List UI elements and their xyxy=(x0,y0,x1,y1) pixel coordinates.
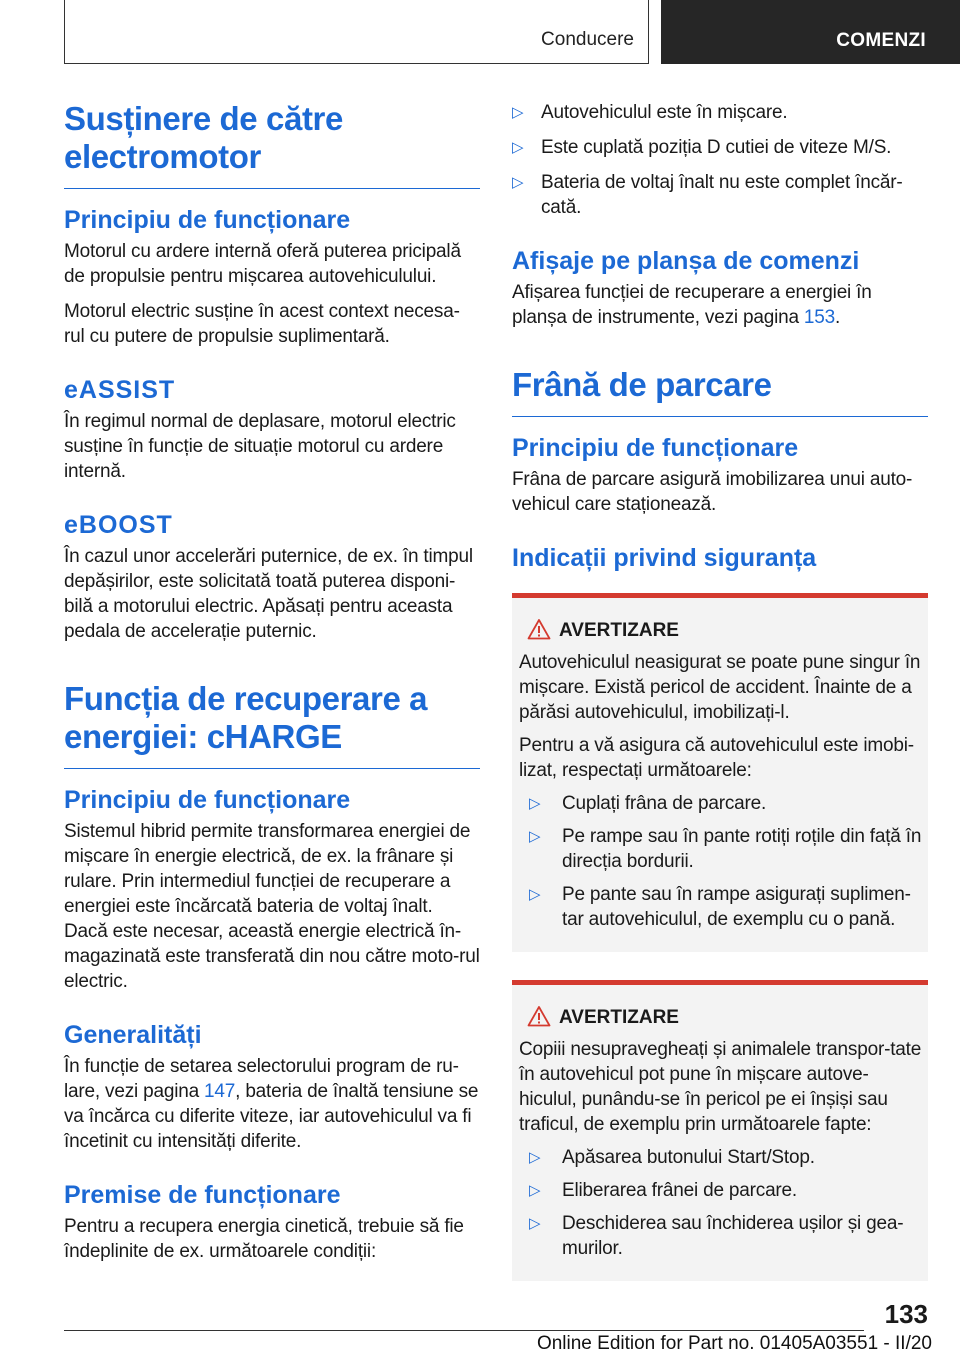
conditions-list xyxy=(512,100,928,220)
left-column xyxy=(64,100,480,1274)
paragraph: Pentru a recupera energia cinetică, trebuie să fie îndeplinite de ex. următoarele condiții: xyxy=(64,1216,464,1262)
header-section-box xyxy=(64,0,649,64)
page-link[interactable]: 147 xyxy=(204,1081,236,1102)
right-column xyxy=(512,100,928,1293)
warning-list xyxy=(519,791,922,932)
section-title: Conducere xyxy=(541,29,634,50)
subheading-prerequisites: Premise de funcționare xyxy=(64,1181,341,1209)
list-item: ▷ Pe rampe sau în pante rotiți roțile din față în direcția bordurii. xyxy=(529,826,922,872)
list-item: ▷ Este cuplată poziția D cutiei de viteze M/S. xyxy=(512,137,892,158)
paragraph: Motorul cu ardere internă oferă puterea pricipală de propulsie pentru mișcarea autovehiculului. xyxy=(64,241,461,287)
warning-paragraph: Copiii nesupravegheați și animalele transpor-tate în autovehicul pot pune în mișcare autove-hiculul, punându-se în pericol pe ei înșiși sau traficul, de exemplu prin următoarele fapte: xyxy=(519,1039,922,1135)
triangle-right-icon: ▷ xyxy=(512,174,524,191)
subheading-safety: Indicații privind siguranța xyxy=(512,544,817,572)
warning-title: AVERTIZARE xyxy=(519,1005,922,1031)
paragraph: Motorul electric susține în acest context necesa-rul cu putere de propulsie suplimentară. xyxy=(64,301,460,347)
list-item: ▷ Pe pante sau în rampe asigurați suplimen-tar autovehiculul, de exemplu cu o pană. xyxy=(529,884,911,930)
heading-energy-recovery: Funcția de recuperare a energiei: cHARGE xyxy=(64,680,428,755)
subheading-eassist: eASSIST xyxy=(64,376,176,404)
triangle-right-icon: ▷ xyxy=(529,795,541,812)
chapter-title: COMENZI xyxy=(836,30,926,51)
warning-list xyxy=(519,1145,922,1261)
warning-title: AVERTIZARE xyxy=(519,618,922,644)
subheading-principle: Principiu de funcționare xyxy=(64,206,351,234)
subheading-general: Generalități xyxy=(64,1021,202,1049)
triangle-right-icon: ▷ xyxy=(529,1215,541,1232)
triangle-right-icon: ▷ xyxy=(512,139,524,156)
heading-rule xyxy=(512,416,928,417)
warning-box xyxy=(512,593,928,952)
heading-parking-brake: Frână de parcare xyxy=(512,366,772,403)
list-item: ▷ Bateria de voltaj înalt nu este complet încăr-cată. xyxy=(512,172,903,218)
list-item: ▷ Autovehiculul este în mișcare. xyxy=(512,102,788,123)
warning-box xyxy=(512,980,928,1281)
warning-paragraph: Autovehiculul neasigurat se poate pune singur în mișcare. Există pericol de accident. Înainte de a părăsi autovehiculul, imobilizați-l. xyxy=(519,652,921,723)
page-number: 133 xyxy=(884,1299,928,1329)
warning-triangle-icon xyxy=(527,618,551,640)
list-item: ▷ Deschiderea sau închiderea ușilor și gea-murilor. xyxy=(529,1213,904,1259)
triangle-right-icon: ▷ xyxy=(529,886,541,903)
subheading-principle: Principiu de funcționare xyxy=(512,434,799,462)
page-link[interactable]: 153 xyxy=(803,307,836,328)
triangle-right-icon: ▷ xyxy=(512,104,524,121)
subheading-principle: Principiu de funcționare xyxy=(64,786,351,814)
warning-triangle-icon xyxy=(527,1005,551,1027)
heading-rule xyxy=(64,768,480,769)
subheading-eboost: eBOOST xyxy=(64,511,173,539)
triangle-right-icon: ▷ xyxy=(529,828,541,845)
footer-edition: Online Edition for Part no. 01405A03551 - II/20 xyxy=(536,1333,932,1354)
list-item: ▷ Apăsarea butonului Start/Stop. xyxy=(529,1147,815,1168)
header-chapter-box xyxy=(661,0,960,64)
heading-electromotor-support: Susținere de către electromotor xyxy=(64,100,343,175)
paragraph: Afișarea funcției de recuperare a energiei în planșa de instrumente, vezi pagina 153. xyxy=(512,282,872,328)
footer-rule xyxy=(64,1330,864,1331)
subheading-display: Afișaje pe planșa de comenzi xyxy=(512,247,860,275)
paragraph: În regimul normal de deplasare, motorul electric susține în funcție de situație motorul cu ardere internă. xyxy=(64,411,456,482)
paragraph: Frâna de parcare asigură imobilizarea unui auto-vehicul care staționează. xyxy=(512,469,913,515)
triangle-right-icon: ▷ xyxy=(529,1149,541,1166)
heading-rule xyxy=(64,188,480,189)
paragraph: Sistemul hibrid permite transformarea energiei de mișcare în energie electrică, de ex. la frânare și rulare. Prin intermediul funcției de recuperare a energiei este încărcată bateria de voltaj înalt. Dacă este necesar, această energie electrică în-magazinată este transferată din nou către moto-rul electric. xyxy=(64,821,480,992)
list-item: ▷ Eliberarea frânei de parcare. xyxy=(529,1180,798,1201)
list-item: ▷ Cuplați frâna de parcare. xyxy=(529,793,767,814)
paragraph: În cazul unor accelerări puternice, de ex. în timpul depășirilor, este solicitată toată puterea disponi-bilă a motorului electric. Apăsați pentru aceasta pedala de accelerație puternic. xyxy=(64,546,473,642)
warning-paragraph: Pentru a vă asigura că autovehiculul este imobi-lizat, respectați următoarele: xyxy=(519,735,914,781)
triangle-right-icon: ▷ xyxy=(529,1182,541,1199)
paragraph: În funcție de setarea selectorului program de ru-lare, vezi pagina 147, bateria de înaltă tensiune se va încărca cu diferite viteze, iar autovehiculul va fi încetinit cu intensități diferite. xyxy=(64,1056,479,1152)
